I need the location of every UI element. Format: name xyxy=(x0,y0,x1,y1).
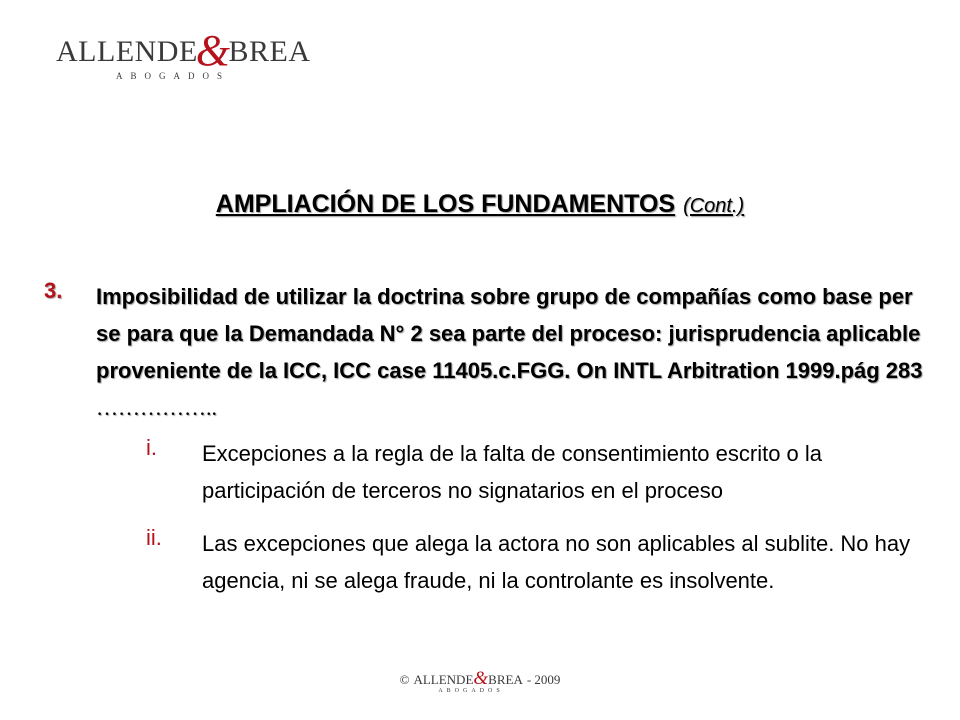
footer xyxy=(0,668,960,694)
sub-item-numeral: ii. xyxy=(146,525,162,550)
list-item-text xyxy=(96,278,924,426)
logo-tagline: ABOGADOS xyxy=(116,71,231,81)
slide-title-cont: (Cont.) xyxy=(683,195,745,217)
list-item-number: 3. xyxy=(44,278,63,303)
footer-copyright: © xyxy=(399,672,410,687)
logo-brea: BREA xyxy=(228,35,311,68)
footer-allende: ALLENDE xyxy=(413,672,474,687)
list-item-3 xyxy=(44,278,924,426)
company-logo xyxy=(56,26,311,81)
logo-allende: ALLENDE xyxy=(56,35,198,68)
list-item-dots: …………….. xyxy=(96,395,217,420)
footer-ampersand: & xyxy=(473,668,489,689)
list-item-body: Imposibilidad de utilizar la doctrina sobre grupo de compañías como base per se para que la Demandada N° 2 sea parte del proceso: jurisprudencia aplicable proveniente de la ICC, ICC case 11405.c.FGG. On INTL Arbitration 1999.pág 283 xyxy=(96,284,923,383)
sub-item-text: Excepciones a la regla de la falta de consentimiento escrito o la participación de terceros no signatarios en el proceso xyxy=(202,441,823,503)
footer-tagline: ABOGADOS xyxy=(438,688,504,694)
sub-item-ii xyxy=(146,525,926,599)
logo-ampersand: & xyxy=(195,26,231,75)
footer-brea: BREA xyxy=(488,672,523,687)
sub-item-i xyxy=(146,435,926,509)
footer-year: - 2009 xyxy=(526,672,561,687)
sub-item-numeral: i. xyxy=(146,435,157,460)
slide-title-main: AMPLIACIÓN DE LOS FUNDAMENTOS xyxy=(215,190,676,218)
slide-title xyxy=(0,190,960,219)
sub-item-text: Las excepciones que alega la actora no son aplicables al sublite. No hay agencia, ni se alega fraude, ni la controlante es insolvente. xyxy=(202,531,911,593)
logo-wordmark xyxy=(56,26,311,75)
